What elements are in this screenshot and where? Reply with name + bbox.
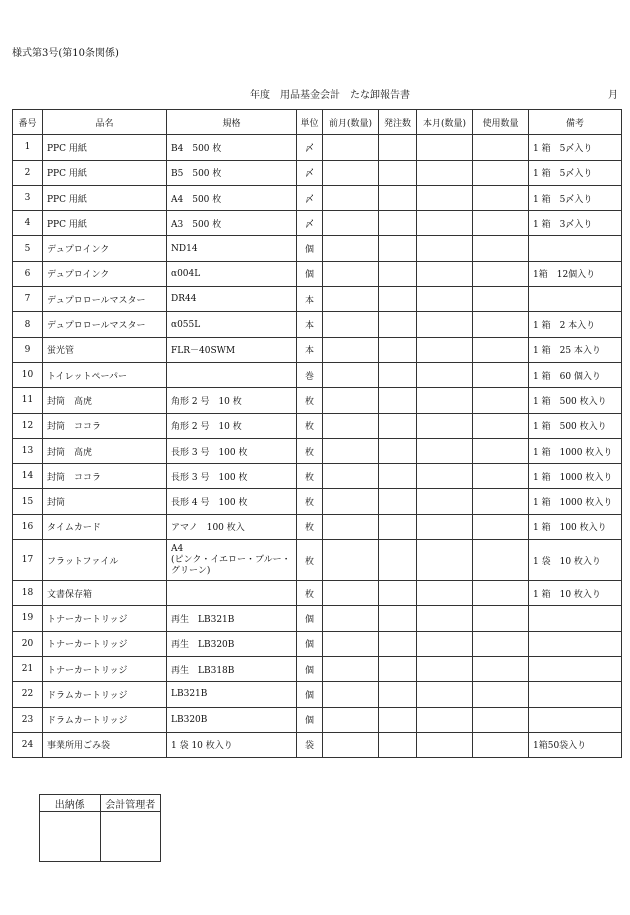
item-name: 封筒 ココラ [43,464,167,489]
order-quantity-cell[interactable] [379,540,417,581]
accounting-manager-label: 会計管理者 [100,795,161,812]
current-month-quantity-cell[interactable] [417,707,473,732]
previous-month-quantity-cell[interactable] [323,135,379,160]
item-name: ドラムカートリッジ [43,682,167,707]
item-unit: 個 [297,261,323,286]
cashier-seal-cell[interactable] [40,812,101,862]
usage-quantity-cell[interactable] [473,606,529,631]
usage-quantity-cell[interactable] [473,656,529,681]
item-note: 1 箱 5〆入り [529,160,622,185]
current-month-quantity-cell[interactable] [417,287,473,312]
item-spec: 1 袋 10 枚入り [167,732,297,757]
usage-quantity-cell[interactable] [473,540,529,581]
previous-month-quantity-cell[interactable] [323,656,379,681]
row-number: 10 [13,362,43,387]
table-row [13,160,622,185]
order-quantity-cell[interactable] [379,388,417,413]
month-label: 月 [608,90,618,101]
table-row [13,581,622,606]
previous-month-quantity-cell[interactable] [323,287,379,312]
item-name: 蛍光管 [43,337,167,362]
item-spec: 長形 3 号 100 枚 [167,464,297,489]
item-spec [167,362,297,387]
usage-quantity-cell[interactable] [473,682,529,707]
item-spec: 再生 LB321B [167,606,297,631]
order-quantity-cell[interactable] [379,656,417,681]
order-quantity-cell[interactable] [379,732,417,757]
current-month-quantity-cell[interactable] [417,581,473,606]
order-quantity-cell[interactable] [379,135,417,160]
table-row [13,682,622,707]
item-note: 1 箱 5〆入り [529,135,622,160]
item-name: トナーカートリッジ [43,656,167,681]
current-month-quantity-cell[interactable] [417,464,473,489]
usage-quantity-cell[interactable] [473,160,529,185]
item-name: PPC 用紙 [43,135,167,160]
column-header: 前月(数量) [323,110,379,135]
usage-quantity-cell[interactable] [473,581,529,606]
item-unit: 枚 [297,413,323,438]
item-unit: 個 [297,707,323,732]
usage-quantity-cell[interactable] [473,388,529,413]
usage-quantity-cell[interactable] [473,732,529,757]
item-note: 1 箱 1000 枚入り [529,489,622,514]
usage-quantity-cell[interactable] [473,514,529,539]
item-spec: LB321B [167,682,297,707]
previous-month-quantity-cell[interactable] [323,312,379,337]
order-quantity-cell[interactable] [379,707,417,732]
order-quantity-cell[interactable] [379,606,417,631]
table-row [13,413,622,438]
current-month-quantity-cell[interactable] [417,438,473,463]
table-row [13,135,622,160]
inventory-table [12,109,622,758]
usage-quantity-cell[interactable] [473,489,529,514]
item-unit: 個 [297,656,323,681]
previous-month-quantity-cell[interactable] [323,211,379,236]
usage-quantity-cell[interactable] [473,337,529,362]
item-spec: LB320B [167,707,297,732]
current-month-quantity-cell[interactable] [417,388,473,413]
table-row [13,732,622,757]
current-month-quantity-cell[interactable] [417,682,473,707]
item-name: タイムカード [43,514,167,539]
usage-quantity-cell[interactable] [473,236,529,261]
row-number: 22 [13,682,43,707]
item-name: 封筒 高虎 [43,388,167,413]
row-number: 18 [13,581,43,606]
order-quantity-cell[interactable] [379,682,417,707]
previous-month-quantity-cell[interactable] [323,581,379,606]
item-spec: α055L [167,312,297,337]
row-number: 23 [13,707,43,732]
item-spec: A4 500 枚 [167,185,297,210]
item-unit: 〆 [297,135,323,160]
item-name: 封筒 ココラ [43,413,167,438]
accounting-manager-seal-cell[interactable] [100,812,161,862]
item-note: 1 箱 25 本入り [529,337,622,362]
item-unit: 枚 [297,388,323,413]
item-note [529,656,622,681]
usage-quantity-cell[interactable] [473,631,529,656]
previous-month-quantity-cell[interactable] [323,261,379,286]
current-month-quantity-cell[interactable] [417,631,473,656]
item-name: デュプロインク [43,261,167,286]
previous-month-quantity-cell[interactable] [323,489,379,514]
table-row [13,707,622,732]
usage-quantity-cell[interactable] [473,261,529,286]
report-title: 年度 用品基金会計 たな卸報告書 [250,90,410,101]
item-name: 封筒 高虎 [43,438,167,463]
item-name: PPC 用紙 [43,211,167,236]
item-spec: B5 500 枚 [167,160,297,185]
item-spec: 長形 3 号 100 枚 [167,438,297,463]
item-note: 1 箱 500 枚入り [529,388,622,413]
item-spec: 再生 LB320B [167,631,297,656]
item-spec: 角形 2 号 10 枚 [167,413,297,438]
usage-quantity-cell[interactable] [473,707,529,732]
item-unit: 袋 [297,732,323,757]
item-spec: DR44 [167,287,297,312]
table-row [13,606,622,631]
cashier-label: 出納係 [40,795,101,812]
current-month-quantity-cell[interactable] [417,337,473,362]
order-quantity-cell[interactable] [379,362,417,387]
current-month-quantity-cell[interactable] [417,540,473,581]
item-note: 1 箱 10 枚入り [529,581,622,606]
item-unit: 〆 [297,160,323,185]
item-unit: 個 [297,606,323,631]
row-number: 9 [13,337,43,362]
item-spec: B4 500 枚 [167,135,297,160]
table-row [13,388,622,413]
item-unit: 本 [297,287,323,312]
current-month-quantity-cell[interactable] [417,236,473,261]
row-number: 8 [13,312,43,337]
row-number: 1 [13,135,43,160]
row-number: 14 [13,464,43,489]
item-note: 1 箱 60 個入り [529,362,622,387]
item-name: 封筒 [43,489,167,514]
item-name: 事業所用ごみ袋 [43,732,167,757]
item-spec: ND14 [167,236,297,261]
table-row [13,312,622,337]
item-name: フラットファイル [43,540,167,581]
row-number: 7 [13,287,43,312]
usage-quantity-cell[interactable] [473,185,529,210]
row-number: 6 [13,261,43,286]
order-quantity-cell[interactable] [379,581,417,606]
order-quantity-cell[interactable] [379,261,417,286]
item-note: 1 箱 5〆入り [529,185,622,210]
form-number: 様式第3号(第10条関係) [12,48,119,59]
order-quantity-cell[interactable] [379,337,417,362]
previous-month-quantity-cell[interactable] [323,413,379,438]
item-unit: 枚 [297,540,323,581]
usage-quantity-cell[interactable] [473,287,529,312]
table-row [13,438,622,463]
order-quantity-cell[interactable] [379,185,417,210]
table-row [13,261,622,286]
previous-month-quantity-cell[interactable] [323,540,379,581]
item-note: 1 箱 100 枚入り [529,514,622,539]
table-row [13,362,622,387]
item-unit: 個 [297,236,323,261]
item-spec: 再生 LB318B [167,656,297,681]
usage-quantity-cell[interactable] [473,135,529,160]
item-note: 1 箱 500 枚入り [529,413,622,438]
previous-month-quantity-cell[interactable] [323,362,379,387]
table-row [13,236,622,261]
previous-month-quantity-cell[interactable] [323,631,379,656]
current-month-quantity-cell[interactable] [417,362,473,387]
usage-quantity-cell[interactable] [473,211,529,236]
item-note [529,707,622,732]
row-number: 5 [13,236,43,261]
current-month-quantity-cell[interactable] [417,413,473,438]
item-unit: 個 [297,631,323,656]
usage-quantity-cell[interactable] [473,464,529,489]
item-note [529,606,622,631]
previous-month-quantity-cell[interactable] [323,185,379,210]
item-spec [167,581,297,606]
current-month-quantity-cell[interactable] [417,732,473,757]
column-header: 品名 [43,110,167,135]
item-spec: A3 500 枚 [167,211,297,236]
order-quantity-cell[interactable] [379,287,417,312]
item-note: 1箱50袋入り [529,732,622,757]
item-note: 1箱 12個入り [529,261,622,286]
previous-month-quantity-cell[interactable] [323,388,379,413]
item-note: 1 箱 2 本入り [529,312,622,337]
item-name: PPC 用紙 [43,185,167,210]
item-name: PPC 用紙 [43,160,167,185]
item-name: デュプロロールマスター [43,312,167,337]
table-row [13,489,622,514]
table-row [13,337,622,362]
item-note: 1 箱 1000 枚入り [529,438,622,463]
row-number: 11 [13,388,43,413]
item-unit: 個 [297,682,323,707]
row-number: 24 [13,732,43,757]
item-name: トイレットペーパー [43,362,167,387]
item-note [529,682,622,707]
item-name: トナーカートリッジ [43,606,167,631]
item-name: トナーカートリッジ [43,631,167,656]
row-number: 20 [13,631,43,656]
previous-month-quantity-cell[interactable] [323,160,379,185]
column-header: 規格 [167,110,297,135]
table-row [13,631,622,656]
row-number: 13 [13,438,43,463]
previous-month-quantity-cell[interactable] [323,514,379,539]
row-number: 4 [13,211,43,236]
item-unit: 〆 [297,211,323,236]
item-unit: 巻 [297,362,323,387]
current-month-quantity-cell[interactable] [417,514,473,539]
item-unit: 枚 [297,438,323,463]
item-unit: 枚 [297,514,323,539]
item-spec: 長形 4 号 100 枚 [167,489,297,514]
row-number: 19 [13,606,43,631]
order-quantity-cell[interactable] [379,514,417,539]
table-row [13,540,622,581]
current-month-quantity-cell[interactable] [417,211,473,236]
item-note: 1 箱 1000 枚入り [529,464,622,489]
column-header: 発注数 [379,110,417,135]
item-note [529,236,622,261]
item-unit: 本 [297,312,323,337]
item-name: ドラムカートリッジ [43,707,167,732]
item-unit: 枚 [297,489,323,514]
row-number: 17 [13,540,43,581]
item-spec: アマノ 100 枚入 [167,514,297,539]
current-month-quantity-cell[interactable] [417,489,473,514]
order-quantity-cell[interactable] [379,160,417,185]
order-quantity-cell[interactable] [379,464,417,489]
table-row [13,656,622,681]
item-unit: 枚 [297,464,323,489]
item-name: 文書保存箱 [43,581,167,606]
row-number: 12 [13,413,43,438]
item-spec: α004L [167,261,297,286]
current-month-quantity-cell[interactable] [417,261,473,286]
item-note [529,631,622,656]
previous-month-quantity-cell[interactable] [323,732,379,757]
column-header: 番号 [13,110,43,135]
row-number: 15 [13,489,43,514]
column-header: 本月(数量) [417,110,473,135]
table-row [13,287,622,312]
current-month-quantity-cell[interactable] [417,312,473,337]
table-row [13,464,622,489]
item-spec: 角形 2 号 10 枚 [167,388,297,413]
previous-month-quantity-cell[interactable] [323,682,379,707]
previous-month-quantity-cell[interactable] [323,464,379,489]
row-number: 16 [13,514,43,539]
current-month-quantity-cell[interactable] [417,606,473,631]
current-month-quantity-cell[interactable] [417,135,473,160]
current-month-quantity-cell[interactable] [417,185,473,210]
item-name: デュプロロールマスター [43,287,167,312]
table-row [13,211,622,236]
item-note: 1 箱 3〆入り [529,211,622,236]
previous-month-quantity-cell[interactable] [323,707,379,732]
order-quantity-cell[interactable] [379,438,417,463]
current-month-quantity-cell[interactable] [417,656,473,681]
item-unit: 枚 [297,581,323,606]
table-row [13,185,622,210]
previous-month-quantity-cell[interactable] [323,337,379,362]
usage-quantity-cell[interactable] [473,438,529,463]
current-month-quantity-cell[interactable] [417,160,473,185]
usage-quantity-cell[interactable] [473,413,529,438]
item-name: デュプロインク [43,236,167,261]
order-quantity-cell[interactable] [379,413,417,438]
usage-quantity-cell[interactable] [473,312,529,337]
row-number: 3 [13,185,43,210]
row-number: 2 [13,160,43,185]
order-quantity-cell[interactable] [379,236,417,261]
approval-box [39,794,161,862]
column-header: 単位 [297,110,323,135]
previous-month-quantity-cell[interactable] [323,438,379,463]
previous-month-quantity-cell[interactable] [323,606,379,631]
column-header: 備考 [529,110,622,135]
order-quantity-cell[interactable] [379,312,417,337]
item-spec: A4 (ピンク・イエロー・ブルー・グリーン) [167,540,297,581]
previous-month-quantity-cell[interactable] [323,236,379,261]
order-quantity-cell[interactable] [379,211,417,236]
item-unit: 本 [297,337,323,362]
column-header: 使用数量 [473,110,529,135]
usage-quantity-cell[interactable] [473,362,529,387]
row-number: 21 [13,656,43,681]
item-spec: FLR－40SWM [167,337,297,362]
item-note [529,287,622,312]
item-unit: 〆 [297,185,323,210]
table-header-row [13,110,622,135]
order-quantity-cell[interactable] [379,631,417,656]
order-quantity-cell[interactable] [379,489,417,514]
item-note: 1 袋 10 枚入り [529,540,622,581]
table-row [13,514,622,539]
